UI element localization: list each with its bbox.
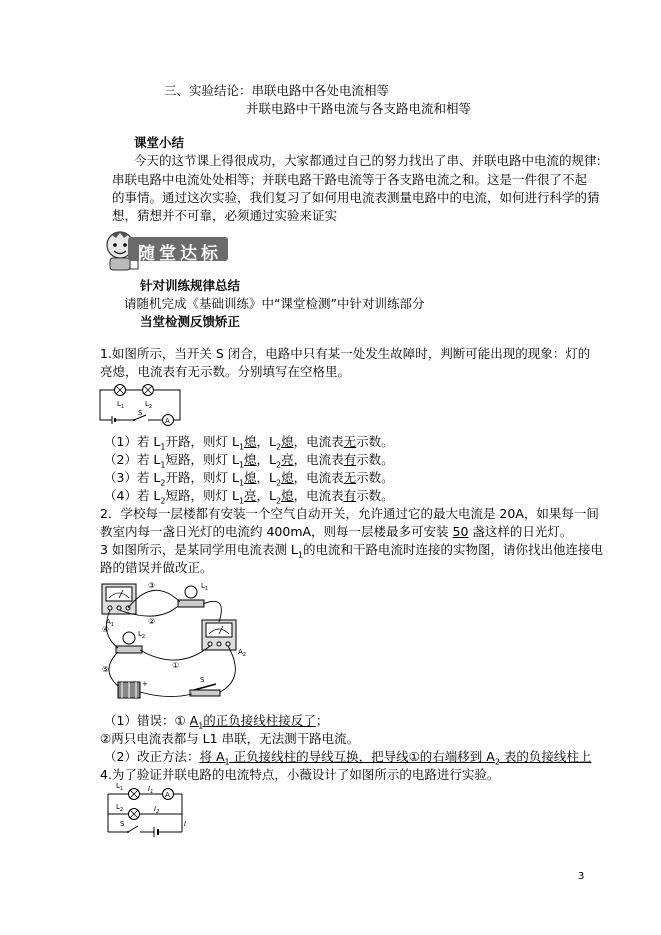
q3-fig-n2: ②: [148, 617, 156, 626]
q1-line-1: 1.如图所示，当开关 S 闭合，电路中只有某一处发生故障时，判断可能出现的现象：灯的: [100, 346, 591, 361]
conclusion-line-1: [164, 83, 389, 99]
banner: [100, 227, 230, 273]
q4-fig-l1: $L_1$: [116, 782, 124, 792]
q3-error-2: ②两只电流表都与 L1 串联，无法测干路电流。: [100, 731, 360, 746]
conclusion-series: 串联电路中各处电流相等: [251, 83, 390, 98]
q1-answer-2: （2）若 $L_1$短路，则灯 $L_1$熄，$L_2$亮，电流表有示数。: [104, 452, 394, 470]
training-line: 请随机完成《基础训练》中“课堂检测”中针对训练部分: [124, 296, 425, 311]
q3-fig-n3: ③: [148, 581, 156, 590]
q4-fig-i: I: [184, 820, 187, 828]
q1-fig-l1: $L_1$: [117, 400, 125, 410]
training-heading-2: 当堂检测反馈矫正: [140, 314, 241, 329]
q3-physical-circuit: [98, 574, 248, 710]
q1-answer-3: （3）若 $L_2$开路，则灯 $L_1$熄，$L_2$熄，电流表无示数。: [104, 470, 394, 488]
q4-line-1: 4.为了验证并联电路的电流特点，小薇设计了如图所示的电路进行实验。: [100, 767, 500, 782]
q3-error-1: （1）错误：① $A_1$的正负接线柱接反了；: [104, 713, 329, 731]
q4-fig-l2: $L_2$: [116, 803, 124, 813]
q4-circuit-diagram: [98, 782, 190, 840]
banner-title: 随堂达标: [138, 244, 222, 264]
summary-p3: 的事情。通过这次实验，我们复习了如何用电流表测量电路中的电流，如何进行科学的猜: [112, 190, 600, 205]
q1-fig-l2: $L_2$: [145, 400, 153, 410]
summary-p2: 串联电路中电流处处相等；并联电路干路电流等于各支路电流之和。这是一件很了不起: [112, 172, 588, 187]
q3-fig-l1: $L_1$: [201, 582, 209, 592]
training-heading: 针对训练规律总结: [140, 278, 241, 293]
q3-fig-n1: ①: [172, 661, 180, 670]
q1-fig-s: S: [138, 409, 143, 417]
q2-answer: 50: [452, 524, 469, 539]
q3-fig-plus: +: [142, 680, 148, 688]
q4-fig-a: A: [165, 791, 170, 799]
summary-heading: 课堂小结: [134, 135, 185, 150]
q1-line-2: 亮熄，电流表有无示数。分别填写在空格里。: [100, 364, 351, 379]
q3-fig-a1: $A_1$: [106, 618, 114, 628]
q4-fig-i2: $I_2$: [154, 805, 160, 815]
q3-line-1: 3 如图所示，是某同学用电流表测 $L_1$的电流和干路电流时连接的实物图，请你找出他连接电: [100, 542, 603, 560]
q1-answer-1: （1）若 $L_1$开路，则灯 $L_1$熄，$L_2$熄，电流表无示数。: [104, 434, 394, 452]
q1-fig-a: A: [165, 417, 170, 425]
q3-fig-a2: $A_2$: [238, 648, 246, 658]
q3-fig-n4: ④: [102, 625, 110, 634]
page-number: 3: [578, 871, 585, 882]
q4-fig-i1: $I_1$: [148, 785, 154, 795]
q3-line-2: 路的错误并做改正。: [100, 560, 213, 575]
q3-fix: （2）改正方法：将 $A_1$ 正负接线柱的导线互换，把导线①的右端移到 $A_2$ 表的负接线柱上: [104, 749, 592, 767]
conclusion-parallel: 并联电路中干路电流与各支路电流和相等: [246, 101, 472, 116]
q2-line-1: 2．学校每一层楼都有安装一个空气自动开关，允许通过它的最大电流是 20A，如果每一间: [100, 506, 599, 521]
q3-fig-n5: ⑤: [102, 665, 110, 674]
q1-answer-4: （4）若 $L_2$短路，则灯 $L_1$亮，$L_2$熄，电流表有示数。: [104, 488, 394, 506]
conclusion-prefix: 三、实验结论：: [164, 83, 252, 98]
q2-line-2: 教室内每一盏日光灯的电流约 400mA，则每一层楼最多可安装 50 盏这样的日光灯。: [100, 524, 573, 539]
summary-p4: 想，猜想并不可靠，必须通过实验来证实: [112, 208, 338, 223]
q3-fig-s: S: [200, 676, 205, 684]
summary-p1: 今天的这节课上得很成功，大家都通过自己的努力找出了串、并联电路中电流的规律:: [134, 153, 601, 168]
q1-circuit-diagram: [98, 382, 186, 428]
q4-fig-s: S: [120, 820, 125, 828]
q3-fig-l2: $L_2$: [138, 630, 146, 640]
